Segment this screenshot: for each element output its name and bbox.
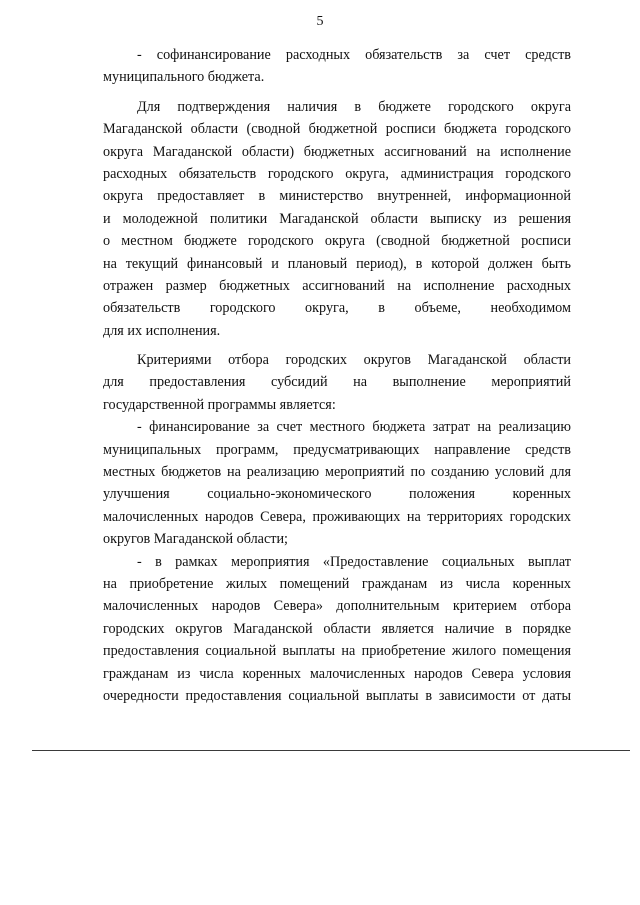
text-line: предоставления социальной выплаты на приобретение жилого помещения <box>103 643 571 660</box>
text-line: и молодежной политики Магаданской области выписку из решения <box>103 210 571 227</box>
text-line: для предоставления субсидий на выполнение мероприятий <box>103 374 571 391</box>
text-line: Критериями отбора городских округов Магаданской области <box>137 352 571 369</box>
text-line: о местном бюджете городского округа (сводной бюджетной росписи <box>103 233 571 250</box>
text-line: государственной программы является: <box>103 396 336 413</box>
text-line: отражен размер бюджетных ассигнований на исполнение расходных <box>103 277 571 294</box>
text-line: малочисленных народов Севера» дополнительным критерием отбора <box>103 598 571 615</box>
text-line: округа Магаданской области) бюджетных ассигнований на исполнение <box>103 143 571 160</box>
text-line: Для подтверждения наличия в бюджете городского округа <box>137 98 571 115</box>
text-line: - финансирование за счет местного бюджета затрат на реализацию <box>137 419 571 436</box>
text-line: расходных обязательств городского округа, администрация городского <box>103 165 571 182</box>
text-line: улучшения социально-экономического положения коренных <box>103 486 571 503</box>
text-line: очередности предоставления социальной выплаты в зависимости от даты <box>103 687 571 704</box>
text-line: округа предоставляет в министерство внутренней, информационной <box>103 188 571 205</box>
text-line: городских округов Магаданской области является наличие в порядке <box>103 620 571 637</box>
text-line: муниципального бюджета. <box>103 69 265 86</box>
text-line: муниципальных программ, предусматривающих направление средств <box>103 441 571 458</box>
page-bottom-rule <box>32 750 630 751</box>
text-line: обязательств городского округа, в объеме, необходимом <box>103 300 571 317</box>
text-line: на текущий финансовый и плановый период), в которой должен быть <box>103 255 571 272</box>
text-line: местных бюджетов на реализацию мероприятий по созданию условий для <box>103 464 571 481</box>
text-line: для их исполнения. <box>103 322 221 339</box>
text-line: - софинансирование расходных обязательств за счет средств <box>137 47 571 63</box>
page-number: 5 <box>316 14 324 29</box>
text-line: округов Магаданской области; <box>103 531 288 548</box>
text-line: малочисленных народов Севера, проживающих на территориях городских <box>103 508 571 525</box>
text-line: гражданам из числа коренных малочисленных народов Севера условия <box>103 665 571 682</box>
document-body <box>103 44 571 707</box>
text-line: - в рамках мероприятия «Предоставление социальных выплат <box>137 553 571 570</box>
text-line: на приобретение жилых помещений гражданам из числа коренных <box>103 575 571 592</box>
text-line: Магаданской области (сводной бюджетной росписи бюджета городского <box>103 121 571 138</box>
